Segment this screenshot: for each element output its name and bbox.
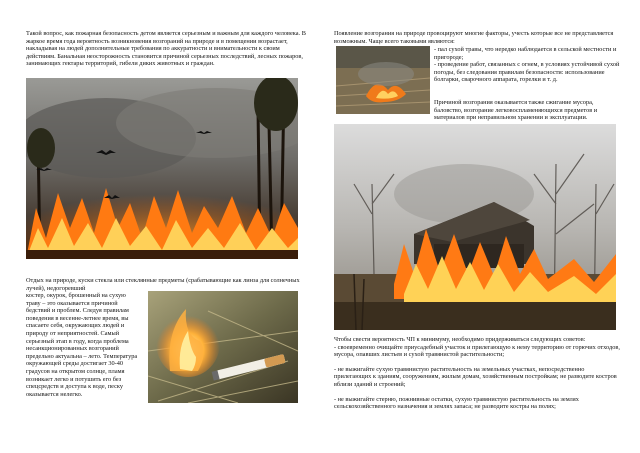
- right-reason-text: Причиной возгорания оказывается также сжигание мусора, баловство, возгорание легковоспламеняющихся предметов и материалов при неправильном хранении и эксплуатации.: [434, 99, 598, 122]
- right-bullets: - пал сухой травы, что нередко наблюдается в сельской местности и пригороде; - проведение работ, связанных с огнем, в условиях устойчивой сухой погоды, без следования правилам безопасности: использование болгарки, сварочного аппарата, горелки и т. д.: [434, 46, 620, 84]
- right-intro-text: Появление возгорания на природе провоцируют многие факторы, учесть которые все не представляется возможным. Чаще всего таковыми являются:: [334, 30, 614, 45]
- left-bottom-body: костер, окурок, брошенный на сухую траву – это оказывается причиной бедствий и проблем. Следуя правилам поведения в весенне-летнее время, вы спасаете себя, окружающих людей и природу от неприятностей. Самый серьезный этап в году, когда проблема несанкционированных возгораний предельно актуальна – лето. Температура окружающей среды достигает 30-40 градусов на открытом солнце, пламя возникает легко и потушить его без спецсредств и доступа к воде, песку оказывается нелегко.: [26, 292, 138, 398]
- burning-house-photo: [334, 124, 616, 330]
- grass-fire-photo: [336, 46, 430, 114]
- left-intro-text: Такой вопрос, как пожарная безопасность детом является серьезным и важным для каждого человека. В жаркое время года вероятность возникновения возгораний на природе и в помещении возрастает, накладывая на людей дополнительные требования по аккуратности и внимательности к своим действиям. Банальная неосторожность становится причиной серьезных последствий, лесных пожаров, занимающих гектары территорий, гибели диких животных и граждан.: [26, 30, 306, 68]
- cigarette-fire-photo: [148, 291, 298, 403]
- forest-fire-photo: [26, 78, 298, 259]
- left-bottom-lead: Отдых на природе, куски стекла или стеклянные предметы (срабатывающие как линза для солнечных лучей), недогоревший: [26, 277, 300, 292]
- right-advice-list: Чтобы свести вероятность ЧП к минимуму, необходимо придерживаться следующих советов: - своевременно очищайте приусадебный участок и прилегающую к нему территорию от горючих отходов, мусора, опавших листьев и сухой травянистой растительности; - не выжигайте сухую травянистую растительность на земельных участках, непосредственно прилегающих к зданиям, сооружениям, жилым домам, хозяйственным постройкам; не разводите костров вблизи зданий и строений; - не выжигайте стерню, пожнивные остатки, сухую травянистую растительность на землях сельскохозяйственного назначения и землях запаса; не разводите костры на полях;: [334, 336, 620, 411]
